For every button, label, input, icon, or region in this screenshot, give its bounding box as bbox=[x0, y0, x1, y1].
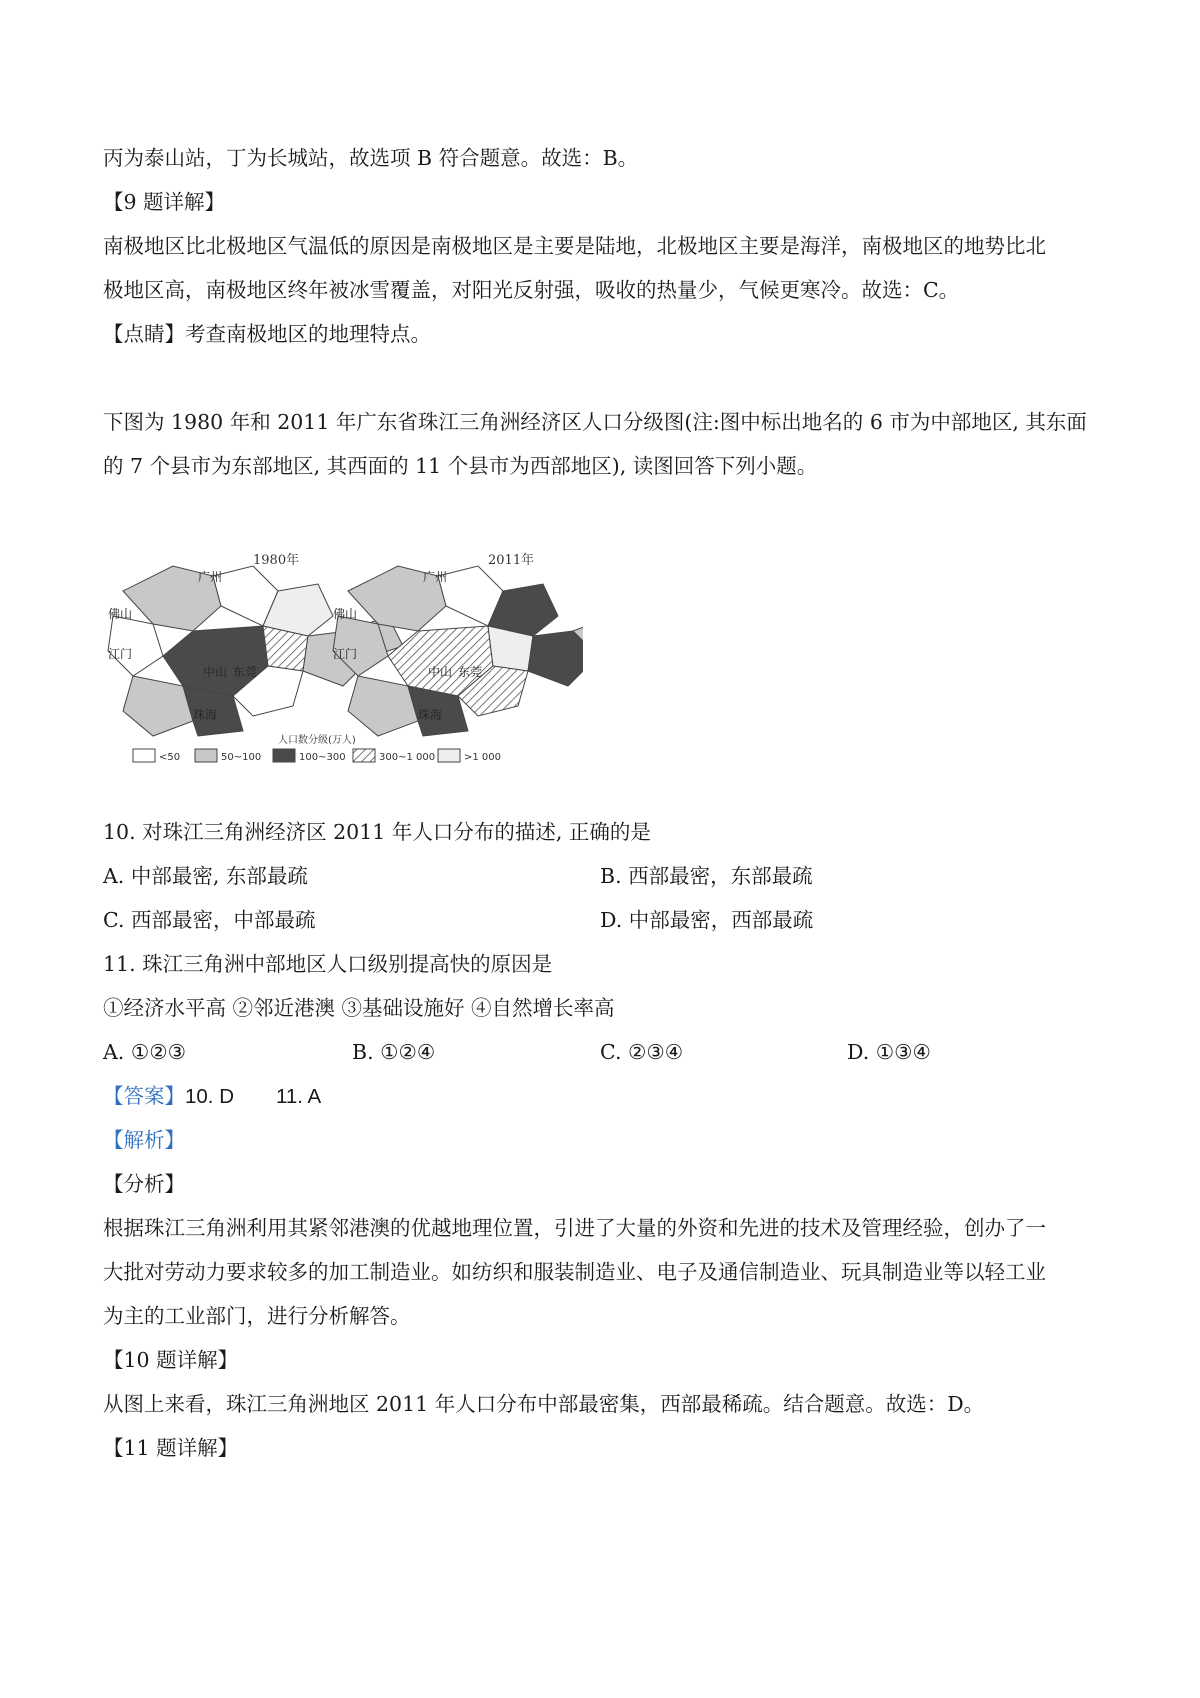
paragraph-answer-8: 丙为泰山站，丁为长城站，故选项 B 符合题意。故选：B。 bbox=[103, 146, 639, 170]
map1-city-guangzhou: 广州 bbox=[198, 570, 223, 584]
q11-option-c: C. ②③④ bbox=[600, 1040, 684, 1064]
map1-city-zhuhai: 珠海 bbox=[193, 708, 218, 722]
legend-title: 人口数分级(万人) bbox=[278, 735, 356, 746]
map2-title: 2011年 bbox=[488, 553, 535, 568]
legend-swatch-gt1000 bbox=[438, 749, 460, 762]
answer-label: 【答案】 bbox=[103, 1084, 185, 1108]
map2-city-guangzhou: 广州 bbox=[423, 570, 448, 584]
heading-q9-detail: 【9 题详解】 bbox=[103, 190, 226, 214]
map1-city-zhongshan: 中山 bbox=[203, 665, 228, 679]
paragraph-dianjing: 【点睛】考查南极地区的地理特点。 bbox=[103, 322, 431, 346]
answer-10: 10. D bbox=[185, 1085, 234, 1108]
legend-swatch-300-1000 bbox=[353, 749, 375, 762]
answer-line bbox=[103, 1082, 1100, 1111]
legend-label-50-100: 50~100 bbox=[221, 752, 262, 763]
heading-q10-detail: 【10 题详解】 bbox=[103, 1348, 239, 1372]
legend-swatch-50-100 bbox=[195, 749, 217, 762]
paragraph-q10-detail: 从图上来看，珠江三角洲地区 2011 年人口分布中部最密集，西部最稀疏。结合题意。故选：D。 bbox=[103, 1392, 985, 1416]
map2-city-zhongshan: 中山 bbox=[428, 665, 453, 679]
map2-city-zhuhai: 珠海 bbox=[418, 708, 443, 722]
fenxi-heading: 【分析】 bbox=[103, 1172, 185, 1196]
q10-option-b: B. 西部最密，东部最疏 bbox=[600, 864, 813, 888]
q11-option-a: A. ①②③ bbox=[103, 1040, 186, 1064]
population-map-figure bbox=[103, 536, 583, 786]
legend-swatch-100-300 bbox=[273, 749, 295, 762]
legend-label-100-300: 100~300 bbox=[299, 752, 346, 763]
map2-region-e bbox=[528, 631, 583, 686]
paragraph-q9-line2: 极地区高，南极地区终年被冰雪覆盖，对阳光反射强，吸收的热量少，气候更寒冷。故选：C。 bbox=[103, 278, 960, 302]
question-11: 11. 珠江三角洲中部地区人口级别提高快的原因是 bbox=[103, 952, 553, 976]
intro-line2: 的 7 个县市为东部地区, 其西面的 11 个县市为西部地区), 读图回答下列小题。 bbox=[103, 454, 818, 478]
map1-title: 1980年 bbox=[253, 553, 300, 568]
fenxi-line1: 根据珠江三角洲利用其紧邻港澳的优越地理位置，引进了大量的外资和先进的技术及管理经验，创办了一 bbox=[103, 1216, 1046, 1240]
q10-option-a: A. 中部最密, 东部最疏 bbox=[103, 864, 308, 888]
analysis-heading: 【解析】 bbox=[103, 1128, 185, 1152]
legend-label-gt1000: >1 000 bbox=[464, 752, 502, 763]
map1-region-w bbox=[108, 616, 163, 676]
paragraph-q9-line1: 南极地区比北极地区气温低的原因是南极地区是主要是陆地，北极地区主要是海洋，南极地区的地势比北 bbox=[103, 234, 1046, 258]
map2-city-dongguan: 东莞 bbox=[458, 665, 483, 679]
legend bbox=[133, 749, 501, 763]
population-map-svg bbox=[103, 536, 583, 786]
q11-items: ①经济水平高 ②邻近港澳 ③基础设施好 ④自然增长率高 bbox=[103, 996, 615, 1020]
map2-city-foshan: 佛山 bbox=[333, 607, 358, 621]
question-10: 10. 对珠江三角洲经济区 2011 年人口分布的描述, 正确的是 bbox=[103, 820, 651, 844]
map1-city-foshan: 佛山 bbox=[108, 607, 133, 621]
q11-option-b: B. ①②④ bbox=[352, 1040, 436, 1064]
intro-line1: 下图为 1980 年和 2011 年广东省珠江三角洲经济区人口分级图(注:图中标出地名的 6 市为中部地区, 其东面 bbox=[103, 410, 1087, 434]
q11-option-d: D. ①③④ bbox=[847, 1040, 931, 1064]
fenxi-line2: 大批对劳动力要求较多的加工制造业。如纺织和服装制造业、电子及通信制造业、玩具制造业等以轻工业 bbox=[103, 1260, 1046, 1284]
legend-swatch-lt50 bbox=[133, 749, 155, 762]
q10-option-c: C. 西部最密，中部最疏 bbox=[103, 908, 316, 932]
map1-city-jiangmen: 江门 bbox=[108, 647, 133, 661]
fenxi-line3: 为主的工业部门，进行分析解答。 bbox=[103, 1304, 411, 1328]
map-2011 bbox=[333, 566, 583, 736]
map2-city-jiangmen: 江门 bbox=[333, 647, 358, 661]
map1-city-dongguan: 东莞 bbox=[233, 665, 258, 679]
heading-q11-detail: 【11 题详解】 bbox=[103, 1436, 239, 1460]
answer-11: 11. A bbox=[276, 1085, 322, 1108]
legend-label-300-1000: 300~1 000 bbox=[379, 752, 436, 763]
q10-option-d: D. 中部最密，西部最疏 bbox=[600, 908, 814, 932]
legend-label-lt50: <50 bbox=[159, 752, 181, 763]
